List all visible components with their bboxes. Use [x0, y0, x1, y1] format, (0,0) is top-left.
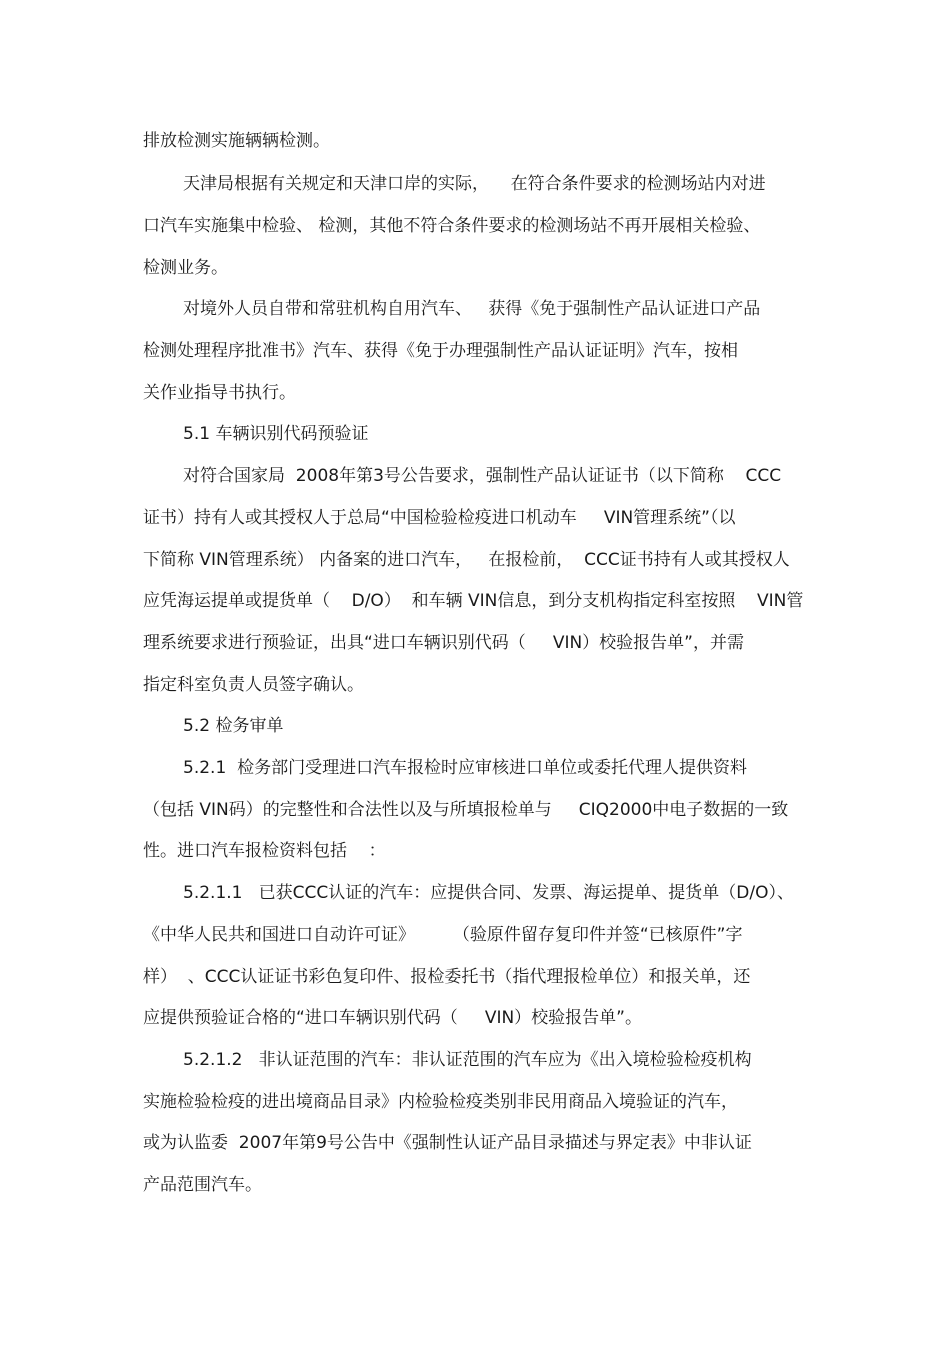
- section-heading: 5.1 车辆识别代码预验证: [183, 424, 369, 444]
- text-line: 排放检测实施辆辆检测。: [143, 131, 330, 151]
- text-line: 检测处理程序批准书》汽车、获得《免于办理强制性产品认证证明》汽车，按相: [143, 341, 738, 361]
- text-line: 对符合国家局 2008年第3号公告要求，强制性产品认证证书（以下简称 CCC: [183, 466, 782, 486]
- text-line: 检测业务。: [143, 258, 228, 278]
- text-line: 样） 、CCC认证证书彩色复印件、报检委托书（指代理报检单位）和报关单，还: [143, 967, 751, 987]
- text-line: 应提供预验证合格的“进口车辆识别代码（ VIN）校验报告单”。: [143, 1008, 642, 1028]
- text-line: 应凭海运提单或提货单（ D/O） 和车辆 VIN信息，到分支机构指定科室按照 VIN管: [143, 591, 804, 611]
- text-line: 《中华人民共和国进口自动许可证》 （验原件留存复印件并签“已核原件”字: [143, 925, 743, 945]
- text-line: 5.2.1.1 已获CCC认证的汽车：应提供合同、发票、海运提单、提货单（D/O）、: [183, 883, 794, 903]
- section-heading: 5.2 检务审单: [183, 716, 284, 736]
- text-line: 证书）持有人或其授权人于总局“中国检验检疫进口机动车 VIN管理系统”（以: [143, 508, 736, 528]
- text-line: 下简称 VIN管理系统） 内备案的进口汽车， 在报检前， CCC证书持有人或其授权人: [143, 550, 790, 570]
- text-line: 5.2.1.2 非认证范围的汽车：非认证范围的汽车应为《出入境检验检疫机构: [183, 1050, 752, 1070]
- text-line: 理系统要求进行预验证，出具“进口车辆识别代码（ VIN）校验报告单”，并需: [143, 633, 744, 653]
- text-line: 指定科室负责人员签字确认。: [143, 675, 364, 695]
- text-line: 或为认监委 2007年第9号公告中《强制性认证产品目录描述与界定表》中非认证: [143, 1133, 752, 1153]
- text-line: 天津局根据有关规定和天津口岸的实际， 在符合条件要求的检测场站内对进: [183, 174, 766, 194]
- text-line: 性。进口汽车报检资料包括 ：: [143, 841, 386, 861]
- text-line: 5.2.1 检务部门受理进口汽车报检时应审核进口单位或委托代理人提供资料: [183, 758, 748, 778]
- text-line: （包括 VIN码）的完整性和合法性以及与所填报检单与 CIQ2000中电子数据的一致: [143, 800, 789, 820]
- text-line: 口汽车实施集中检验、 检测，其他不符合条件要求的检测场站不再开展相关检验、: [143, 216, 761, 236]
- text-line: 关作业指导书执行。: [143, 383, 296, 403]
- text-line: 产品范围汽车。: [143, 1175, 262, 1195]
- text-line: 实施检验检疫的进出境商品目录》内检验检疫类别非民用商品入境验证的汽车，: [143, 1092, 738, 1112]
- text-line: 对境外人员自带和常驻机构自用汽车、 获得《免于强制性产品认证进口产品: [183, 299, 761, 319]
